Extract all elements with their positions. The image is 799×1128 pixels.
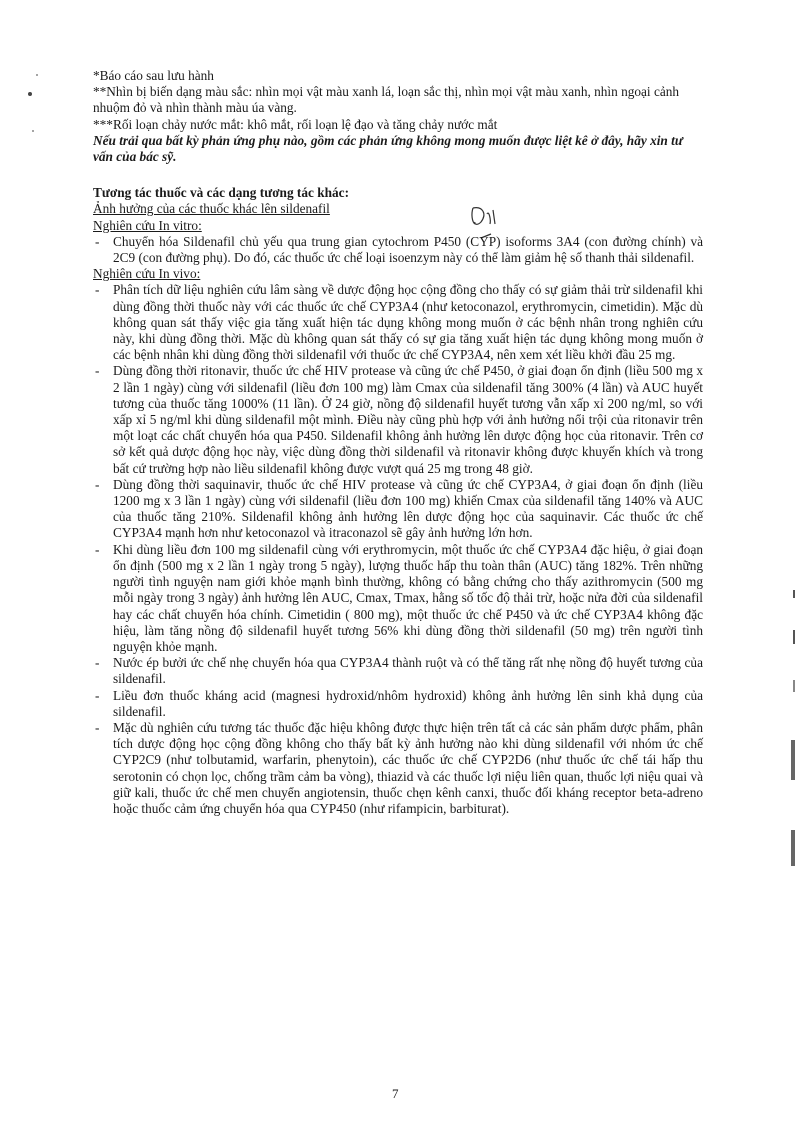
in-vitro-item: - Chuyển hóa Sildenafil chủ yếu qua trung gian cytochrom P450 (CYP) isoforms 3A4 (con đường chính) và 2C9 (con đường phụ). Do đó, các thuốc ức chế loại isoenzym này có thể làm giảm hệ số thanh thải sildenafil.: [93, 234, 703, 266]
scan-speck: [36, 74, 38, 76]
footnote-1: *Báo cáo sau lưu hành: [93, 68, 214, 83]
side-effect-warning: Nếu trải qua bất kỳ phản ứng phụ nào, gồm các phản ứng không mong muốn được liệt kê ở đây, hãy xin tư vấn của bác sỹ.: [93, 132, 683, 165]
scan-edge-mark: [791, 830, 795, 866]
scan-edge-mark: [793, 590, 795, 598]
scan-edge-mark: [793, 680, 795, 692]
in-vivo-item: - Dùng đồng thời saquinavir, thuốc ức chế HIV protease và cũng ức chế CYP3A4, ở giai đoạn ổn định (liều 1200 mg x 3 lần 1 ngày) cùng với sildenafil (liều đơn 100 mg) khiến Cmax của sildenafil tăng 140% và AUC của thuốc tăng 210%. Sildenafil không ảnh hưởng lên dược động học của saquinavir. Các thuốc ức chế CYP3A4 mạnh hơn như ketoconazol và itraconazol sẽ gây ảnh hưởng lớn hơn.: [93, 477, 703, 542]
in-vivo-item: - Nước ép bưởi ức chế nhẹ chuyển hóa qua CYP3A4 thành ruột và có thể tăng rất nhẹ nồng độ huyết tương của sildenafil.: [93, 655, 703, 687]
in-vitro-label: Nghiên cứu In vitro:: [93, 217, 202, 233]
section-heading: Tương tác thuốc và các dạng tương tác khác:: [93, 185, 349, 201]
scan-edge-mark: [793, 630, 795, 644]
footnote-3: ***Rối loạn chảy nước mắt: khô mắt, rối loạn lệ đạo và tăng chảy nước mắt: [93, 116, 498, 132]
document-body: [93, 68, 703, 817]
in-vivo-label: Nghiên cứu In vivo:: [93, 266, 201, 282]
section-subheading: Ảnh hưởng của các thuốc khác lên sildenafil: [93, 201, 330, 217]
in-vivo-item: - Dùng đồng thời ritonavir, thuốc ức chế HIV protease và cũng ức chế P450, ở giai đoạn ổn định (liều 500 mg x 2 lần 1 ngày) cùng với sildenafil (liều đơn 100 mg) làm Cmax của sildenafil tăng 300% (4 lần) và AUC huyết tương của thuốc tăng 1000% (11 lần). Ở 24 giờ, nồng độ sildenafil huyết tương vẫn xấp xỉ 200 ng/ml, so với xấp xỉ 5 ng/ml khi dùng sildenafil một mình. Điều này cũng phù hợp với ảnh hưởng nổi trội của ritonavir trên một loạt các chất chuyển hóa qua P450. Sildenafil không ảnh hưởng lên dược động học của ritonavir. Trên cơ sở kết quả dược động học này, việc dùng đồng thời sildenafil và ritonavir không được khuyến khích và trong bất cứ trường hợp nào liều sildenafil không được vượt quá 25 mg trong 48 giờ.: [93, 363, 703, 476]
in-vivo-item: - Khi dùng liều đơn 100 mg sildenafil cùng với erythromycin, một thuốc ức chế CYP3A4 đặc hiệu, ở giai đoạn ổn định (500 mg x 2 lần 1 ngày trong 5 ngày), lượng thuốc hấp thu toàn thân (AUC) tăng 182%. Trên những người tình nguyện nam giới khỏe mạnh bình thường, không có bằng chứng cho thấy azithromycin (500 mg mỗi ngày trong 3 ngày) ảnh hưởng lên AUC, Cmax, Tmax, hằng số tốc độ thải trừ, hoặc nửa đời của sildenafil hay các chất chuyển hóa chính. Cimetidin ( 800 mg), một thuốc ức chế P450 và ức chế CYP3A4 không đặc hiệu, làm tăng nồng độ sildenafil huyết tương 56% khi dùng đồng thời sildenafil (50 mg) trên người tình nguyện khỏe mạnh.: [93, 542, 703, 655]
in-vivo-item: - Liều đơn thuốc kháng acid (magnesi hydroxid/nhôm hydroxid) không ảnh hưởng lên sinh khả dụng của sildenafil.: [93, 688, 703, 720]
in-vivo-item: - Phân tích dữ liệu nghiên cứu lâm sàng về dược động học cộng đồng cho thấy có sự giảm thải trừ sildenafil khi dùng đồng thời thuốc này với các thuốc ức chế CYP3A4 (như ketoconazol, erythromycin, cimetidin). Mặc dù không quan sát thấy việc gia tăng xuất hiện tác dụng không mong muốn ở các bệnh nhân trong nghiên cứu này, khi dùng đồng thời. Mặc dù không quan sát thấy có sự gia tăng xuất hiện tác dụng không mong muốn ở các bệnh nhân khi dùng đồng thời sildenafil với thuốc ức chế CYP3A4, nên xem xét liều khởi đầu 25 mg.: [93, 282, 703, 363]
scan-speck: [32, 130, 34, 132]
page-number: 7: [392, 1086, 399, 1101]
scan-speck: [28, 92, 32, 96]
in-vivo-item: - Mặc dù nghiên cứu tương tác thuốc đặc hiệu không được thực hiện trên tất cả các sản phẩm dược phẩm, phân tích dược động học cộng đồng không cho thấy bất kỳ ảnh hưởng nào khi dùng sildenafil với nhóm ức chế CYP2C9 (như tolbutamid, warfarin, phenytoin), các thuốc ức chế CYP2D6 (như thuốc ức chế tái hấp thu serotonin có chọn lọc, chống trầm cảm ba vòng), thiazid và các thuốc lợi niệu liên quan, thuốc lợi niệu quai và giữ kali, thuốc ức chế men chuyển angiotensin, thuốc chẹn kênh canxi, thuốc đối kháng receptor beta-adreno hoặc thuốc cảm ứng chuyển hóa qua CYP450 (như rifampicin, barbiturat).: [93, 720, 703, 817]
footnote-2: **Nhìn bị biến dạng màu sắc: nhìn mọi vật màu xanh lá, loạn sắc thị, nhìn mọi vật màu xanh, nhìn ngoại cảnh nhuộm đỏ và nhìn thành màu úa vàng.: [93, 84, 680, 116]
scan-edge-mark: [791, 740, 795, 780]
